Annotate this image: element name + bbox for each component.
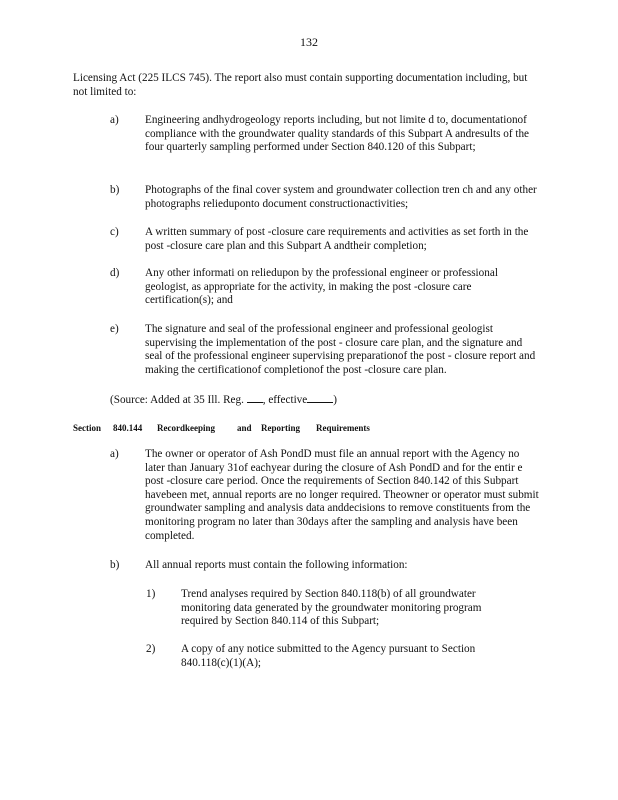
source-separator: , effective — [262, 394, 308, 406]
list-item-label: b) — [110, 559, 120, 571]
list-item-text: Photographs of the final cover system and groundwater collection tren ch and any other photographs relieduponto document constructionactivities; — [145, 184, 537, 210]
list-item-text: Engineering andhydrogeology reports including, but not limite d to, documentationof compliance with the groundwater quality standards of this Subpart A andresults of the four quarterly sampling performed under Section 840.120 of this Subpart; — [145, 114, 530, 154]
list-item-text: The signature and seal of the professional engineer and professional geologist supervising the implementation of the post - closure care plan, and the signature and seal of the professional engineer supervising preparationof the post - closure report and making the certificationof completionof the post -closure care plan. — [145, 323, 536, 376]
source-note — [110, 392, 337, 408]
list-item-label: b) — [110, 184, 120, 196]
list-item-text: The owner or operator of Ash PondD must file an annual report with the Agency no later than January 31of eachyear during the closure of Ash PondD and for the entir e post -closure care period. Once the requirements of Section 840.142 of this Subpart havebeen met, annual reports are no longer required. Theowner or operator must submit groundwater sampling and analysis data anddecisions to remove constituents from the monitoring program no later than 30days after the sampling and analysis have been completed. — [145, 448, 539, 542]
list-item-label: a) — [110, 448, 119, 460]
register-blank — [247, 392, 263, 403]
source-prefix: (Source: Added at 35 Ill. Reg. — [110, 394, 244, 406]
list-item-text: Any other informati on reliedupon by the professional engineer or professional geologist, as appropriate for the activity, in making the post -closure care certification(s); and — [145, 267, 498, 307]
list-item-label: e) — [110, 323, 119, 335]
page-number: 132 — [300, 35, 318, 49]
section-number: 840.144 — [113, 423, 143, 433]
sublist-item-label: 2) — [146, 643, 156, 655]
section-word: Section — [73, 423, 101, 433]
list-item-text: All annual reports must contain the following information: — [145, 559, 408, 571]
list-item-label: c) — [110, 226, 119, 238]
source-suffix: ) — [333, 394, 337, 406]
section-title-word: Requirements — [316, 423, 370, 433]
section-title-word: Reporting — [261, 423, 300, 433]
section-title-word: Recordkeeping — [157, 423, 215, 433]
sublist-item-text: A copy of any notice submitted to the Agency pursuant to Section 840.118(c)(1)(A); — [181, 643, 476, 669]
sublist-item-label: 1) — [146, 588, 156, 600]
list-item-label: a) — [110, 114, 119, 126]
section-title-word: and — [237, 423, 252, 433]
list-item-label: d) — [110, 267, 120, 279]
effective-date-blank — [307, 392, 333, 403]
sublist-item-text: Trend analyses required by Section 840.118(b) of all groundwater monitoring data generated by the groundwater monitoring program required by Section 840.114 of this Subpart; — [181, 588, 482, 628]
list-item-text: A written summary of post -closure care requirements and activities as set forth in the post -closure care plan and this Subpart A andtheir completion; — [145, 226, 529, 252]
intro-paragraph: Licensing Act (225 ILCS 745). The report also must contain supporting documentation including, but not limited to: — [73, 72, 528, 98]
